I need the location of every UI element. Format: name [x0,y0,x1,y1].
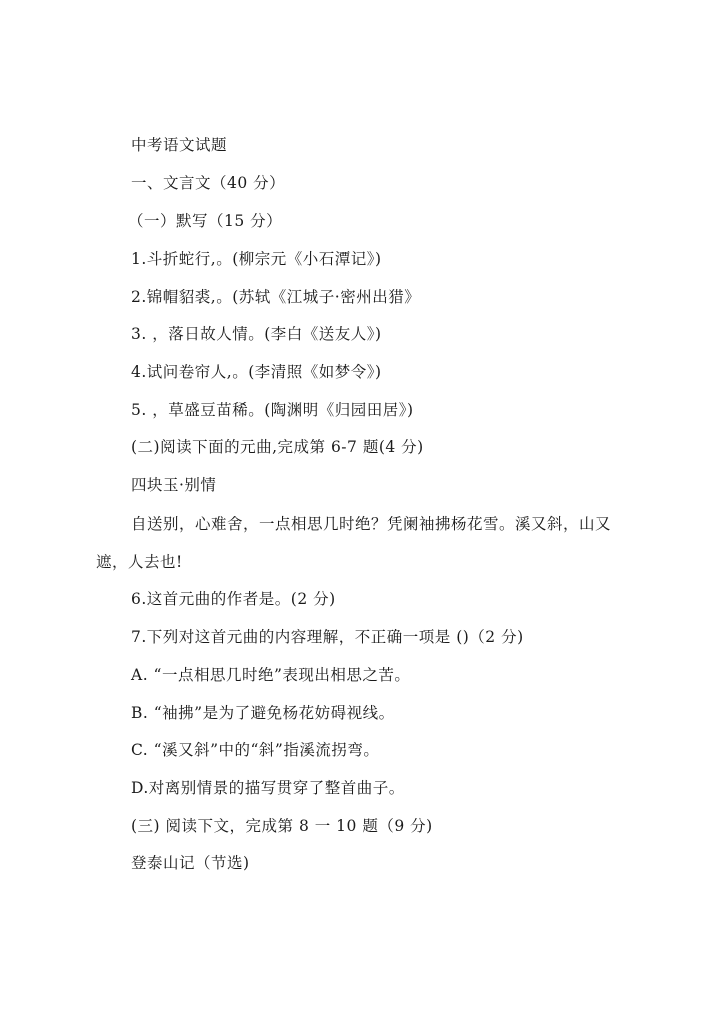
option-a: A. “一点相思几时绝”表现出相思之苦。 [131,666,411,684]
option-c: C. “溪又斜”中的“斜”指溪流拐弯。 [131,741,380,759]
subsection-heading-yuanqu: (二)阅读下面的元曲,完成第 6-7 题(4 分) [131,438,424,456]
question-4: 4.试问卷帘人,。(李清照《如梦令》) [131,363,382,381]
poem-text: 自送别，心难舍，一点相思几时绝？凭阑袖拂杨花雪。溪又斜，山又遮，人去也! [96,515,612,571]
question-5: 5. ，草盛豆苗稀。(陶渊明《归园田居》) [131,401,414,419]
poem-title: 四块玉·别情 [131,476,217,494]
passage-title: 登泰山记（节选) [131,854,250,872]
question-3: 3. ，落日故人情。(李白《送友人》) [131,325,382,343]
section-heading-classical-chinese: 一、文言文（40 分） [131,174,286,192]
option-d: D.对离别情景的描写贯穿了整首曲子。 [131,779,405,797]
question-1: 1.斗折蛇行,。(柳宗元《小石潭记》) [131,250,382,268]
subsection-heading-reading: (三) 阅读下文，完成第 8 一 10 题（9 分) [131,817,433,835]
question-2: 2.锦帽貂裘,。(苏轼《江城子·密州出猎》 [131,288,421,306]
subsection-heading-dictation: （一）默写（15 分） [128,212,283,230]
option-b: B. “袖拂”是为了避免杨花妨碍视线。 [131,704,395,722]
question-7: 7.下列对这首元曲的内容理解，不正确一项是 ()（2 分) [131,628,524,646]
question-6: 6.这首元曲的作者是。(2 分) [131,590,336,608]
document-title: 中考语文试题 [131,136,228,154]
